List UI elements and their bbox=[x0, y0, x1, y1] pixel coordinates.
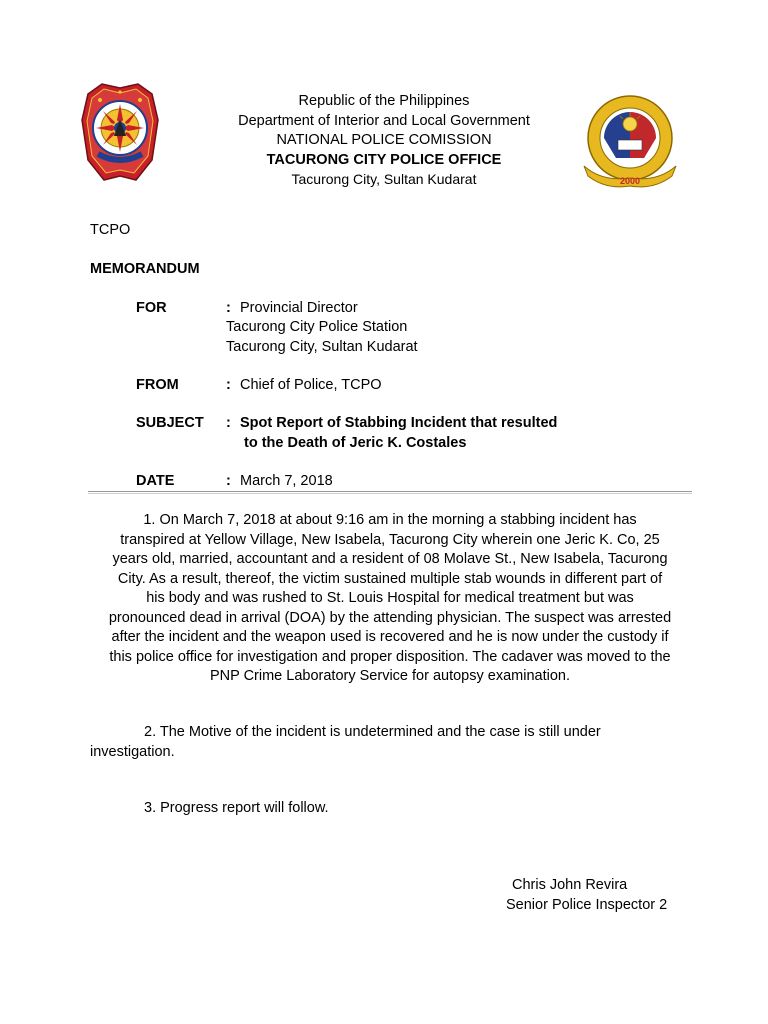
paragraph-2-line: investigation. bbox=[90, 743, 175, 760]
city-seal-year: 2000 bbox=[619, 176, 641, 186]
from-colon: : bbox=[226, 377, 231, 393]
subject-line-1: Spot Report of Stabbing Incident that resulted bbox=[240, 415, 558, 431]
from-value: Chief of Police, TCPO bbox=[240, 377, 382, 393]
header-office: TACURONG CITY POLICE OFFICE bbox=[266, 151, 502, 168]
paragraph-1-line: pronounced dead in arrival (DOA) by the attending physician. The suspect was arrested bbox=[108, 609, 672, 626]
header-divider-shadow bbox=[88, 493, 692, 494]
for-address: Tacurong City, Sultan Kudarat bbox=[226, 339, 418, 355]
for-recipient: Provincial Director bbox=[240, 300, 358, 316]
header-commission: NATIONAL POLICE COMISSION bbox=[276, 132, 492, 148]
paragraph-1-line: his body and was rushed to St. Louis Hospital for medical treatment but was bbox=[146, 590, 634, 606]
paragraph-1-line: 1. On March 7, 2018 at about 9:16 am in the morning a stabbing incident has bbox=[143, 512, 637, 528]
for-station: Tacurong City Police Station bbox=[226, 319, 408, 335]
date-label: DATE bbox=[136, 473, 175, 489]
paragraph-1-line: PNP Crime Laboratory Service for autopsy examination. bbox=[210, 668, 570, 684]
paragraph-1-line: years old, married, accountant and a resident of 08 Molave St., New Isabela, Tacurong bbox=[112, 551, 668, 567]
header-republic: Republic of the Philippines bbox=[298, 93, 470, 109]
paragraph-3: 3. Progress report will follow. bbox=[144, 800, 329, 816]
paragraph-1-line: after the incident and the weapon used is recovered and he is now under the custody if bbox=[111, 629, 669, 645]
header-divider bbox=[88, 491, 692, 492]
signatory-name: Chris John Revira bbox=[512, 877, 628, 893]
signatory-title: Senior Police Inspector 2 bbox=[506, 897, 668, 913]
from-label: FROM bbox=[136, 377, 179, 393]
paragraph-1-line: City. As a result, thereof, the victim sustained multiple stab wounds in different part of bbox=[117, 570, 663, 587]
subject-line-2: to the Death of Jeric K. Costales bbox=[244, 435, 467, 451]
paragraph-1 bbox=[88, 511, 692, 687]
for-label: FOR bbox=[136, 300, 167, 316]
paragraph-1-line: transpired at Yellow Village, New Isabela, Tacurong City wherein one Jeric K. Co, 25 bbox=[120, 531, 660, 548]
for-colon: : bbox=[226, 300, 231, 316]
subject-label: SUBJECT bbox=[136, 415, 204, 431]
letterhead bbox=[0, 92, 768, 190]
memo-type: MEMORANDUM bbox=[90, 261, 200, 277]
date-colon: : bbox=[226, 473, 231, 489]
header-department: Department of Interior and Local Government bbox=[238, 112, 530, 129]
paragraph-2 bbox=[90, 723, 700, 762]
paragraph-2-line: 2. The Motive of the incident is undetermined and the case is still under bbox=[144, 724, 601, 740]
memo-office: TCPO bbox=[90, 222, 131, 238]
paragraph-1-line: this police office for investigation and proper disposition. The cadaver was moved to the bbox=[109, 648, 671, 665]
date-value: March 7, 2018 bbox=[240, 473, 333, 489]
header-location: Tacurong City, Sultan Kudarat bbox=[291, 171, 477, 187]
subject-colon: : bbox=[226, 415, 231, 431]
